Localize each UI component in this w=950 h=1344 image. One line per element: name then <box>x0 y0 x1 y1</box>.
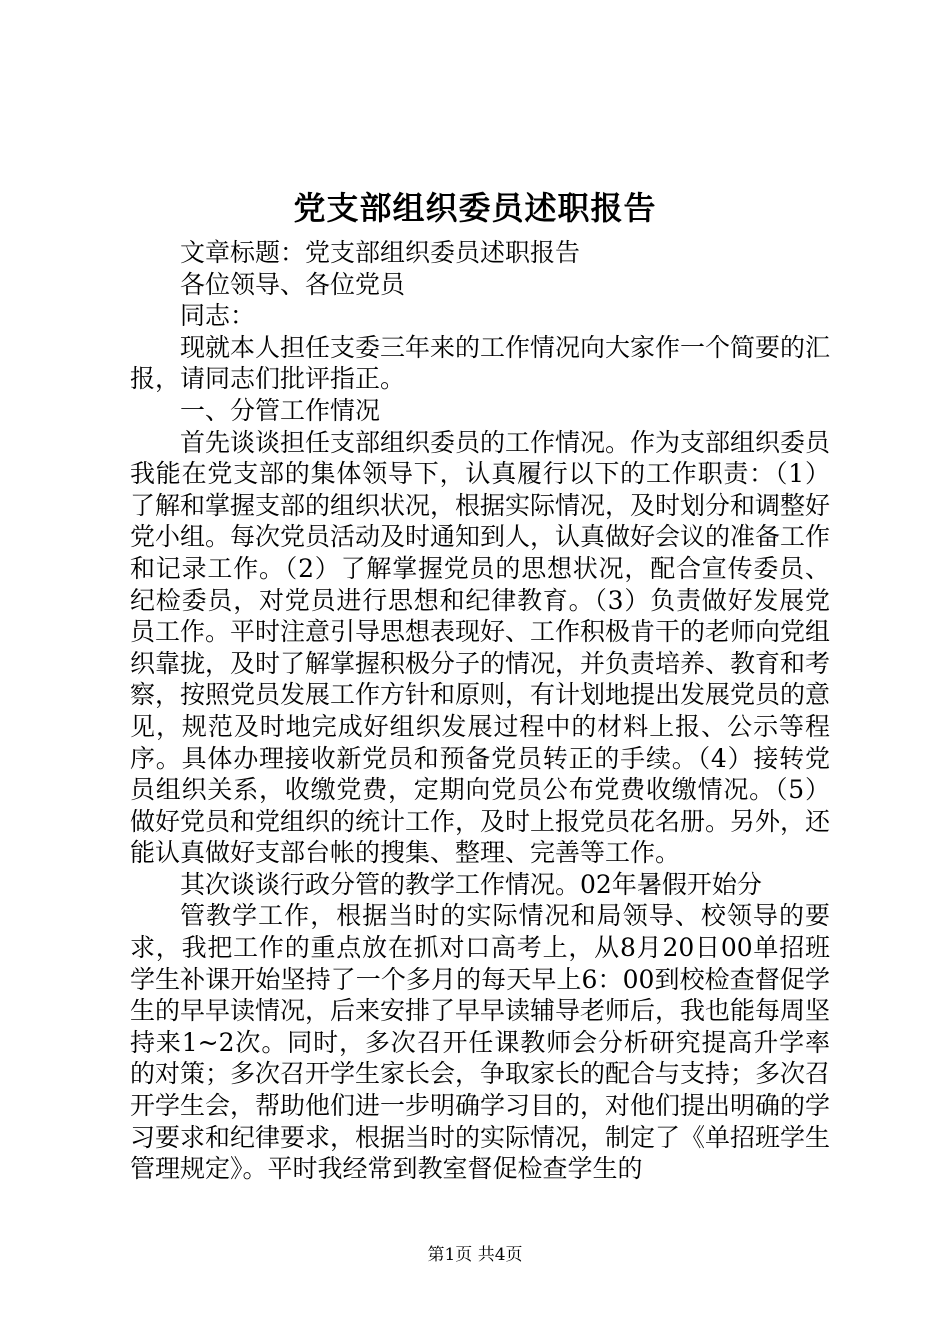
page-number: 第1页 共4页 <box>427 1245 523 1265</box>
teaching-work-paragraph: 管教学工作，根据当时的实际情况和局领导、校领导的要求，我把工作的重点放在抓对口高考上，从8月20日00单招班学生补课开始坚持了一个多月的每天早上6：00到校检查督促学生的早早读情况，后来安排了早早读辅导老师后，我也能每周坚持来1~2次。同时，多次召开任课教师会分析研究提高升学率的对策；多次召开学生家长会，争取家长的配合与支持；多次召开学生会，帮助他们进一步明确学习目的，对他们提出明确的学习要求和纪律要求，根据当时的实际情况，制定了《单招班学生管理规定》。平时我经常到教室督促检查学生的 <box>130 901 831 1184</box>
section-heading-1: 一、分管工作情况 <box>180 395 381 425</box>
article-title-line: 文章标题：党支部组织委员述职报告 <box>180 238 581 267</box>
teaching-work-intro: 其次谈谈行政分管的教学工作情况。02年暑假开始分 <box>180 869 762 899</box>
salutation-line: 各位领导、各位党员 <box>180 269 406 299</box>
document-title: 党支部组织委员述职报告 <box>293 189 657 227</box>
document-body <box>130 237 830 1185</box>
salutation-comrades: 同志： <box>180 301 256 331</box>
organization-duties-paragraph: 首先谈谈担任支部组织委员的工作情况。作为支部组织委员我能在党支部的集体领导下，认真履行以下的工作职责：（1）了解和掌握支部的组织状况，根据实际情况，及时划分和调整好党小组。每次党员活动及时通知到人，认真做好会议的准备工作和记录工作。（2）了解掌握党员的思想状况，配合宣传委员、纪检委员，对党员进行思想和纪律教育。（3）负责做好发展党员工作。平时注意引导思想表现好、工作积极肯干的老师向党组织靠拢，及时了解掌握积极分子的情况，并负责培养、教育和考察，按照党员发展工作方针和原则，有计划地提出发展党员的意见，规范及时地完成好组织发展过程中的材料上报、公示等程序。具体办理接收新党员和预备党员转正的手续。（4）接转党员组织关系，收缴党费，定期向党员公布党费收缴情况。（5）做好党员和党组织的统计工作，及时上报党员花名册。另外，还能认真做好支部台帐的搜集、整理、完善等工作。 <box>130 427 831 868</box>
intro-paragraph: 现就本人担任支委三年来的工作情况向大家作一个简要的汇报，请同志们批评指正。 <box>130 332 831 394</box>
